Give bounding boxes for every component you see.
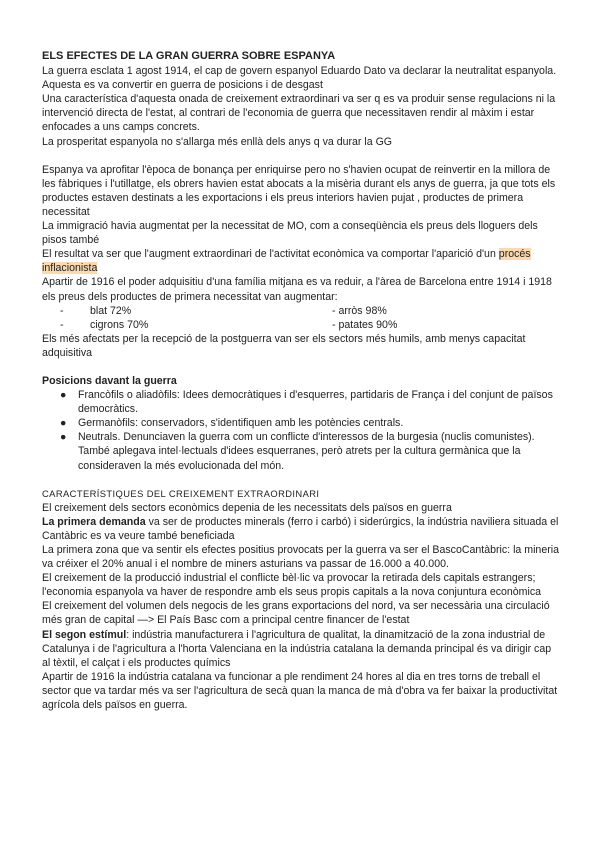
positions-list (42, 388, 562, 473)
growth-paragraph-6 (42, 628, 562, 670)
price-row (42, 318, 562, 332)
section2-paragraph-3 (42, 247, 562, 275)
section2-paragraph-4: Apartir de 1916 el poder adquisitiu d'una família mitjana es va reduir, a l'àrea de Barcelona entre 1914 i 1918 els preus dels productes de primera necessitat van augmentar: (42, 276, 552, 303)
intro-paragraph-1: La guerra esclata 1 agost 1914, el cap de govern espanyol Eduardo Dato va declarar la neutralitat espanyola. (42, 65, 557, 78)
dash-marker: - (60, 304, 64, 317)
document-title: ELS EFECTES DE LA GRAN GUERRA SOBRE ESPANYA (42, 50, 336, 62)
bold-term: El segon estímul (42, 628, 127, 641)
list-item (42, 416, 562, 430)
positions-heading: Posicions davant la guerra (42, 374, 177, 387)
intro-paragraph-3: Una característica d'aquesta onada de creixement extraordinari va ser q es va produir sense regulacions ni la intervenció directa de l'estat, al contrari de l'economia de guerra que necessitaven rendir al màxim i estar enfocades a uns camps concrets. (42, 93, 556, 134)
growth-paragraph-2-text: va ser de productes minerals (ferro i carbó) i siderúrgics, la indústria naviliera situada el Cantàbric es va veure també beneficiada (42, 515, 559, 542)
bold-term: La primera demanda (42, 515, 146, 528)
section2-paragraph-1: Espanya va aprofitar l'època de bonança per enriquirse pero no s'havien ocupat de reinvertir en la millora de les fàbriques i l'utillatge, els obrers havien estat abocats a la misèria durant els anys de guerra, ja que tots els productes estaven destinats a les exportacions i els preus interiors havien pujat , productes de primera necessitat (42, 163, 556, 218)
list-item (42, 430, 562, 472)
growth-paragraph-2 (42, 515, 562, 543)
list-item-text: Neutrals. Denunciaven la guerra com un conflicte d'interessos de la burgesia (nuclis comunistes). També aplegava intel·lectuals d'idees esquerranes, però atrets per la cultura germànica que la consideraven la més evolucionada del món. (78, 431, 535, 472)
price-item: cigrons 70% (90, 318, 149, 331)
growth-paragraph-4: El creixement de la producció industrial el conflicte bèl·lic va provocar la retirada dels capitals estrangers; l'economia espanyola va haver de respondre amb els seus propis capitals a la nova conjuntura econòmica (42, 572, 542, 599)
growth-paragraph-5: El creixement del volumen dels negocis de les grans exportacions del nord, va ser necessària una circulació més gran de capital —> El País Basc com a principal centre financer de l'estat (42, 600, 550, 627)
spacer (42, 149, 562, 163)
highlighted-phrase: procés inflacionista (42, 248, 531, 275)
intro-paragraph-4: La prosperitat espanyola no s'allarga més enllà dels anys q va durar la GG (42, 135, 393, 148)
section2-paragraph-5: Els més afectats per la recepció de la postguerra van ser els sectors més humils, amb menys capacitat adquisitiva (42, 332, 526, 359)
dash-marker: - (60, 318, 64, 331)
growth-heading: CARACTERÍSTIQUES DEL CREIXEMENT EXTRAORDINARI (42, 487, 320, 499)
bullet-icon: ● (60, 417, 67, 430)
growth-paragraph-1: El creixement dels sectors econòmics depenia de les necessitats dels països en guerra (42, 501, 452, 514)
list-item-text: Francòfils o aliadòfils: Idees democràtiques i d'esquerres, partidaris de França i del conjunt de països democràtics. (78, 389, 553, 416)
growth-paragraph-3: La primera zona que va sentir els efectes positius provocats per la guerra va ser el BascoCantàbric: la mineria va créixer el 20% anual i el nombre de miners asturians va passar de 16.000 a 40.000. (42, 544, 559, 571)
growth-paragraph-7: Apartir de 1916 la indústria catalana va funcionar a ple rendiment 24 hores al dia en tres torns de treball el sector que va tardar més va ser l'agricultura de secà quan la manca de mà d'obra va fer baixar la productivitat agrícola dels països en guerra. (42, 670, 558, 712)
section2-paragraph-2: La immigració havia augmentat per la necessitat de MO, com a conseqüència els preus dels lloguers dels pisos també (42, 220, 538, 247)
bullet-icon: ● (60, 431, 67, 444)
list-item (42, 388, 562, 416)
price-item: - arròs 98% (332, 304, 387, 317)
document-page (42, 49, 562, 712)
price-item: blat 72% (90, 304, 132, 317)
bullet-icon: ● (60, 389, 67, 402)
growth-paragraph-6-text: : indústria manufacturera i l'agricultura de qualitat, la dinamització de la zona industrial de Catalunya i de l'agricultura a l'horta Valenciana en la indústria catalana la demanda principal és va dirigir cap al tèxtil, el calçat i els productes químics (42, 628, 552, 669)
price-row (42, 304, 562, 318)
section2-paragraph-3-text: El resultat va ser que l'augment extraordinari de l'activitat econòmica va comportar l'aparició d'un (42, 248, 499, 261)
list-item-text: Germanòfils: conservadors, s'identifiquen amb les potències centrals. (78, 417, 404, 430)
price-item: - patates 90% (332, 318, 398, 331)
intro-paragraph-2: Aquesta es va convertir en guerra de posicions i de desgast (42, 79, 323, 92)
